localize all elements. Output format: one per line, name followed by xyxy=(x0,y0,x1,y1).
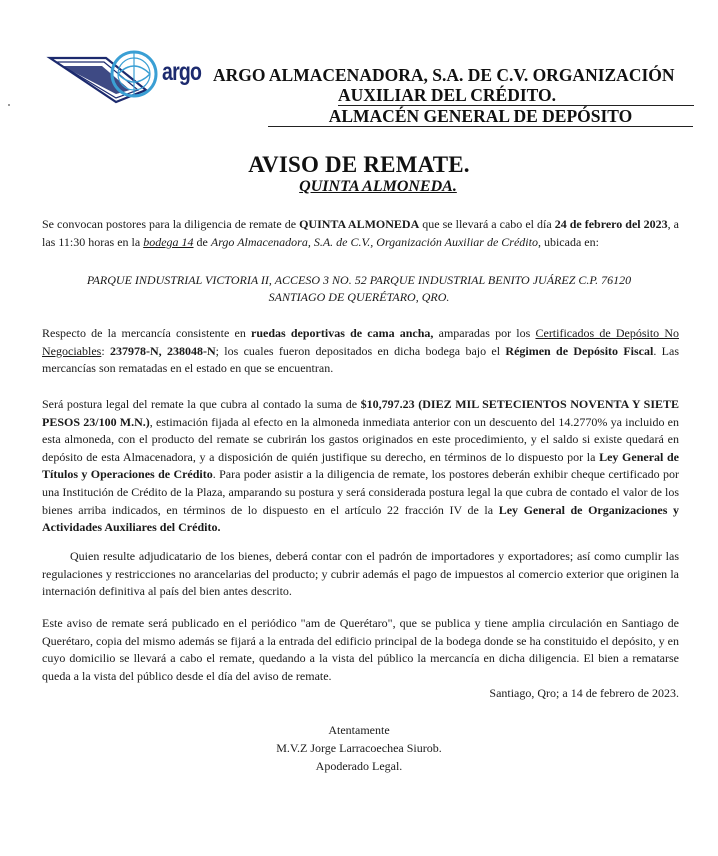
org-name-line3: ALMACÉN GENERAL DE DEPÓSITO xyxy=(268,106,693,127)
address-line2: SANTIAGO DE QUERÉTARO, QRO. xyxy=(268,290,450,304)
paragraph-adjudicatario: Quien resulte adjudicatario de los bienes, deberá contar con el padrón de importadores y exportadores; así como cumplir las regulaciones y restricciones no arancelarias del producto; y cubrir además el pago de impuestos al comercio exterior que originen la internación definitiva al país del bien antes descrito. xyxy=(42,549,679,599)
closing: Atentamente xyxy=(328,723,390,737)
signer-role: Apoderado Legal. xyxy=(315,759,403,773)
org-name-line1: ARGO ALMACENADORA, S.A. DE C.V. ORGANIZACIÓN xyxy=(213,65,675,85)
argo-logo-icon xyxy=(46,44,166,124)
address-line1: PARQUE INDUSTRIAL VICTORIA II, ACCESO 3 NO. 52 PARQUE INDUSTRIAL BENITO JUÁREZ C.P. 76120 xyxy=(86,273,632,287)
brand-wordmark: argo xyxy=(162,58,202,86)
notice-subtitle: QUINTA ALMONEDA. xyxy=(299,178,457,195)
notice-title: AVISO DE REMATE. xyxy=(248,152,470,177)
org-name-line2: AUXILIAR DEL CRÉDITO. xyxy=(338,86,694,106)
date-line: Santiago, Qro; a 14 de febrero de 2023. xyxy=(489,686,679,700)
paragraph-convocation: Se convocan postores para la diligencia de remate de QUINTA ALMONEDA que se llevará a cabo el día 24 de febrero del 2023, a las 11:30 horas en la bodega 14 de Argo Almacenadora, S.A. de C.V., Organización Auxiliar de Crédito, ubicada en: xyxy=(42,217,680,249)
signer-name: M.V.Z Jorge Larracoechea Siurob. xyxy=(276,741,442,755)
scan-speck xyxy=(8,104,10,106)
paragraph-merchandise: Respecto de la mercancía consistente en ruedas deportivas de cama ancha, amparadas por los Certificados de Depósito No Negociables: 237978-N, 238048-N; los cuales fueron depositados en dicha bodega bajo el Régimen de Depósito Fiscal. Las mercancías son rematadas en el estado en que se encuentran. xyxy=(42,326,680,376)
paragraph-publication: Este aviso de remate será publicado en el periódico "am de Querétaro", que se publica y tiene amplia circulación en Santiago de Querétaro, copia del mismo además se fijará a la entrada del edificio principal de la bodega donde se ha constituido el depósito, y en cuyo domicilio se llevará a cabo el remate, quedando a la vista del público la mercancía en dicha diligencia. El bien a rematarse queda a la vista del público desde el día del aviso de remate. xyxy=(42,616,679,683)
paragraph-legal-bid: Será postura legal del remate la que cubra al contado la suma de $10,797.23 (DIEZ MIL SETECIENTOS NOVENTA Y SIETE PESOS 23/100 M.N.), estimación fijada al efecto en la almoneda inmediata anterior con un descuento del 14.2770% ya incluido en esta almoneda, con el producto del remate se cubrirán los gastos originados en este procedimiento, y el saldo si existe quedará en depósito de esta Almacenadora, y a disposición de quién justifique su derecho, en términos de lo dispuesto por la Ley General de Títulos y Operaciones de Crédito. Para poder asistir a la diligencia de remate, los postores deberán exhibir cheque certificado por una Institución de Crédito de la Plaza, amparando su postura y será considerada postura legal la que cubra de contado el valor de los bienes arriba indicados, en términos de lo dispuesto en el artículo 22 fracción IV de la Ley General de Organizaciones y Actividades Auxiliares del Crédito. xyxy=(42,397,680,535)
